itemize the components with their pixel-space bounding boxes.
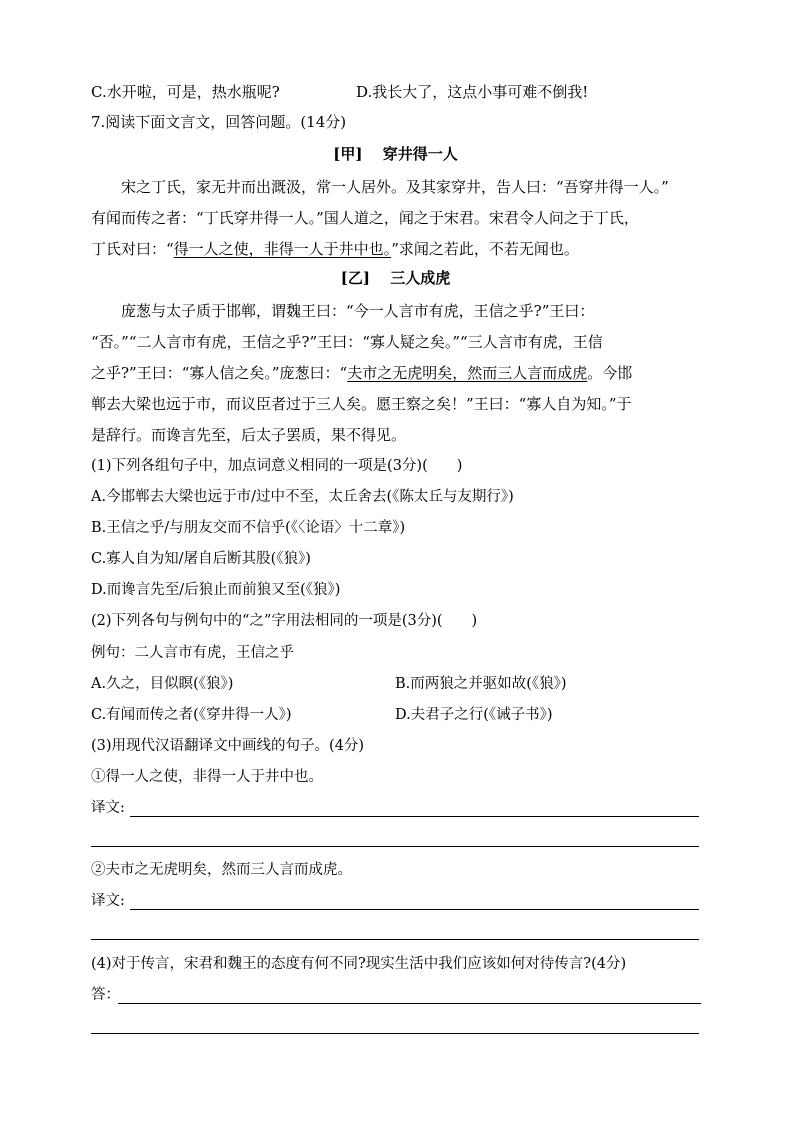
passage-b-line-5: 是辞行。而谗言先至，后太子罢质，果不得见。 — [91, 426, 407, 444]
passage-a-line-1: 宋之丁氏，家无井而出溉汲，常一人居外。及其家穿井，告人曰：“吾穿井得一人。” — [91, 178, 669, 196]
passage-a-line-2: 有闻而传之者：“丁氏穿井得一人。”国人道之，闻之于宋君。宋君令人问之于丁氏， — [91, 209, 639, 227]
q4-stem: (4)对于传言，宋君和魏王的态度有何不同?现实生活中我们应该如何对待传言?(4分) — [91, 956, 627, 972]
q1-option-b: B.王信之乎/与朋友交而不信乎(《〈论语〉十二章》) — [91, 520, 406, 536]
q2-option-b: B.而两狼之并驱如故(《狼》) — [395, 676, 567, 692]
q2-option-c: C.有闻而传之者(《穿井得一人》) — [91, 707, 292, 723]
underlined-sentence-b: 夫市之无虎明矣，然而三人言而成虎 — [347, 364, 588, 382]
q1-option-d: D.而谗言先至/后狼止而前狼又至(《狼》) — [91, 582, 341, 598]
passage-b-line-1: 庞葱与太子质于邯郸，谓魏王曰：“今一人言市有虎，王信之乎?”王曰： — [91, 302, 595, 320]
passage-a-title: [甲] 穿井得一人 — [333, 145, 458, 163]
passage-b-title: [乙] 三人成虎 — [340, 269, 451, 287]
passage-b-line-3-post: 。今邯 — [587, 364, 633, 382]
answer-line-2a[interactable] — [130, 909, 699, 910]
q1-stem: (1)下列各组句子中，加点词意义相同的一项是(3分)( ) — [91, 458, 463, 474]
q3-item-1: ①得一人之使，非得一人于井中也。 — [91, 769, 323, 785]
q1-option-c: C.寡人自为知/屠自后断其股(《狼》) — [91, 551, 311, 567]
q2-option-a: A.久之，目似瞑(《狼》) — [91, 676, 234, 692]
q3-item-2: ②夫市之无虎明矣，然而三人言而成虎。 — [91, 862, 352, 878]
line-top-option-c — [91, 82, 700, 102]
passage-b-line-3 — [91, 363, 700, 383]
answer-line-2b[interactable] — [91, 939, 699, 940]
q1-option-a: A.今邯郸去大梁也远于市/过中不至，太丘舍去(《陈太丘与友期行》) — [91, 489, 514, 505]
q2-option-d: D.夫君子之行(《诫子书》) — [395, 707, 553, 723]
question-7: 7.阅读下面文言文，回答问题。(14分) — [91, 113, 347, 131]
passage-b-line-4: 郸去大梁也远于市，而议臣者过于三人矣。愿王察之矣！”王曰：“寡人自为知。”于 — [91, 395, 632, 413]
passage-a-line-3 — [91, 239, 700, 259]
passage-a-line-3-pre: 丁氏对曰：“ — [91, 240, 174, 258]
top-option-d: D.我长大了，这点小事可难不倒我! — [356, 83, 589, 101]
q2-row-ab — [91, 674, 700, 694]
q3-translation-2-label: 译文: — [91, 893, 125, 909]
answer-line-3b[interactable] — [91, 1033, 699, 1034]
answer-line-3a[interactable] — [118, 1003, 701, 1004]
q2-example: 例句：二人言市有虎，王信之乎 — [91, 645, 294, 661]
top-option-c: C.水开啦，可是，热水瓶呢? — [91, 83, 280, 101]
underlined-sentence-a: 得一人之使，非得一人于井中也。 — [173, 240, 392, 258]
answer-line-1b[interactable] — [91, 846, 699, 847]
passage-b-line-2: “否。”“二人言市有虎，王信之乎?”王曰：“寡人疑之矣。”“三人言市有虎，王信 — [91, 333, 603, 351]
q4-answer-label: 答： — [91, 987, 120, 1003]
q3-stem: (3)用现代汉语翻译文中画线的句子。(4分) — [91, 738, 365, 754]
q2-stem: (2)下列各句与例句中的“之”字用法相同的一项是(3分)( ) — [91, 613, 478, 629]
answer-line-1a[interactable] — [130, 816, 699, 817]
passage-b-line-3-pre: 之乎?”王曰：“寡人信之矣。”庞葱曰：“ — [91, 364, 348, 382]
passage-a-line-3-post: ”求闻之若此，不若无闻也。 — [391, 240, 579, 258]
q2-row-cd — [91, 705, 700, 725]
q3-translation-1-label: 译文: — [91, 800, 125, 816]
